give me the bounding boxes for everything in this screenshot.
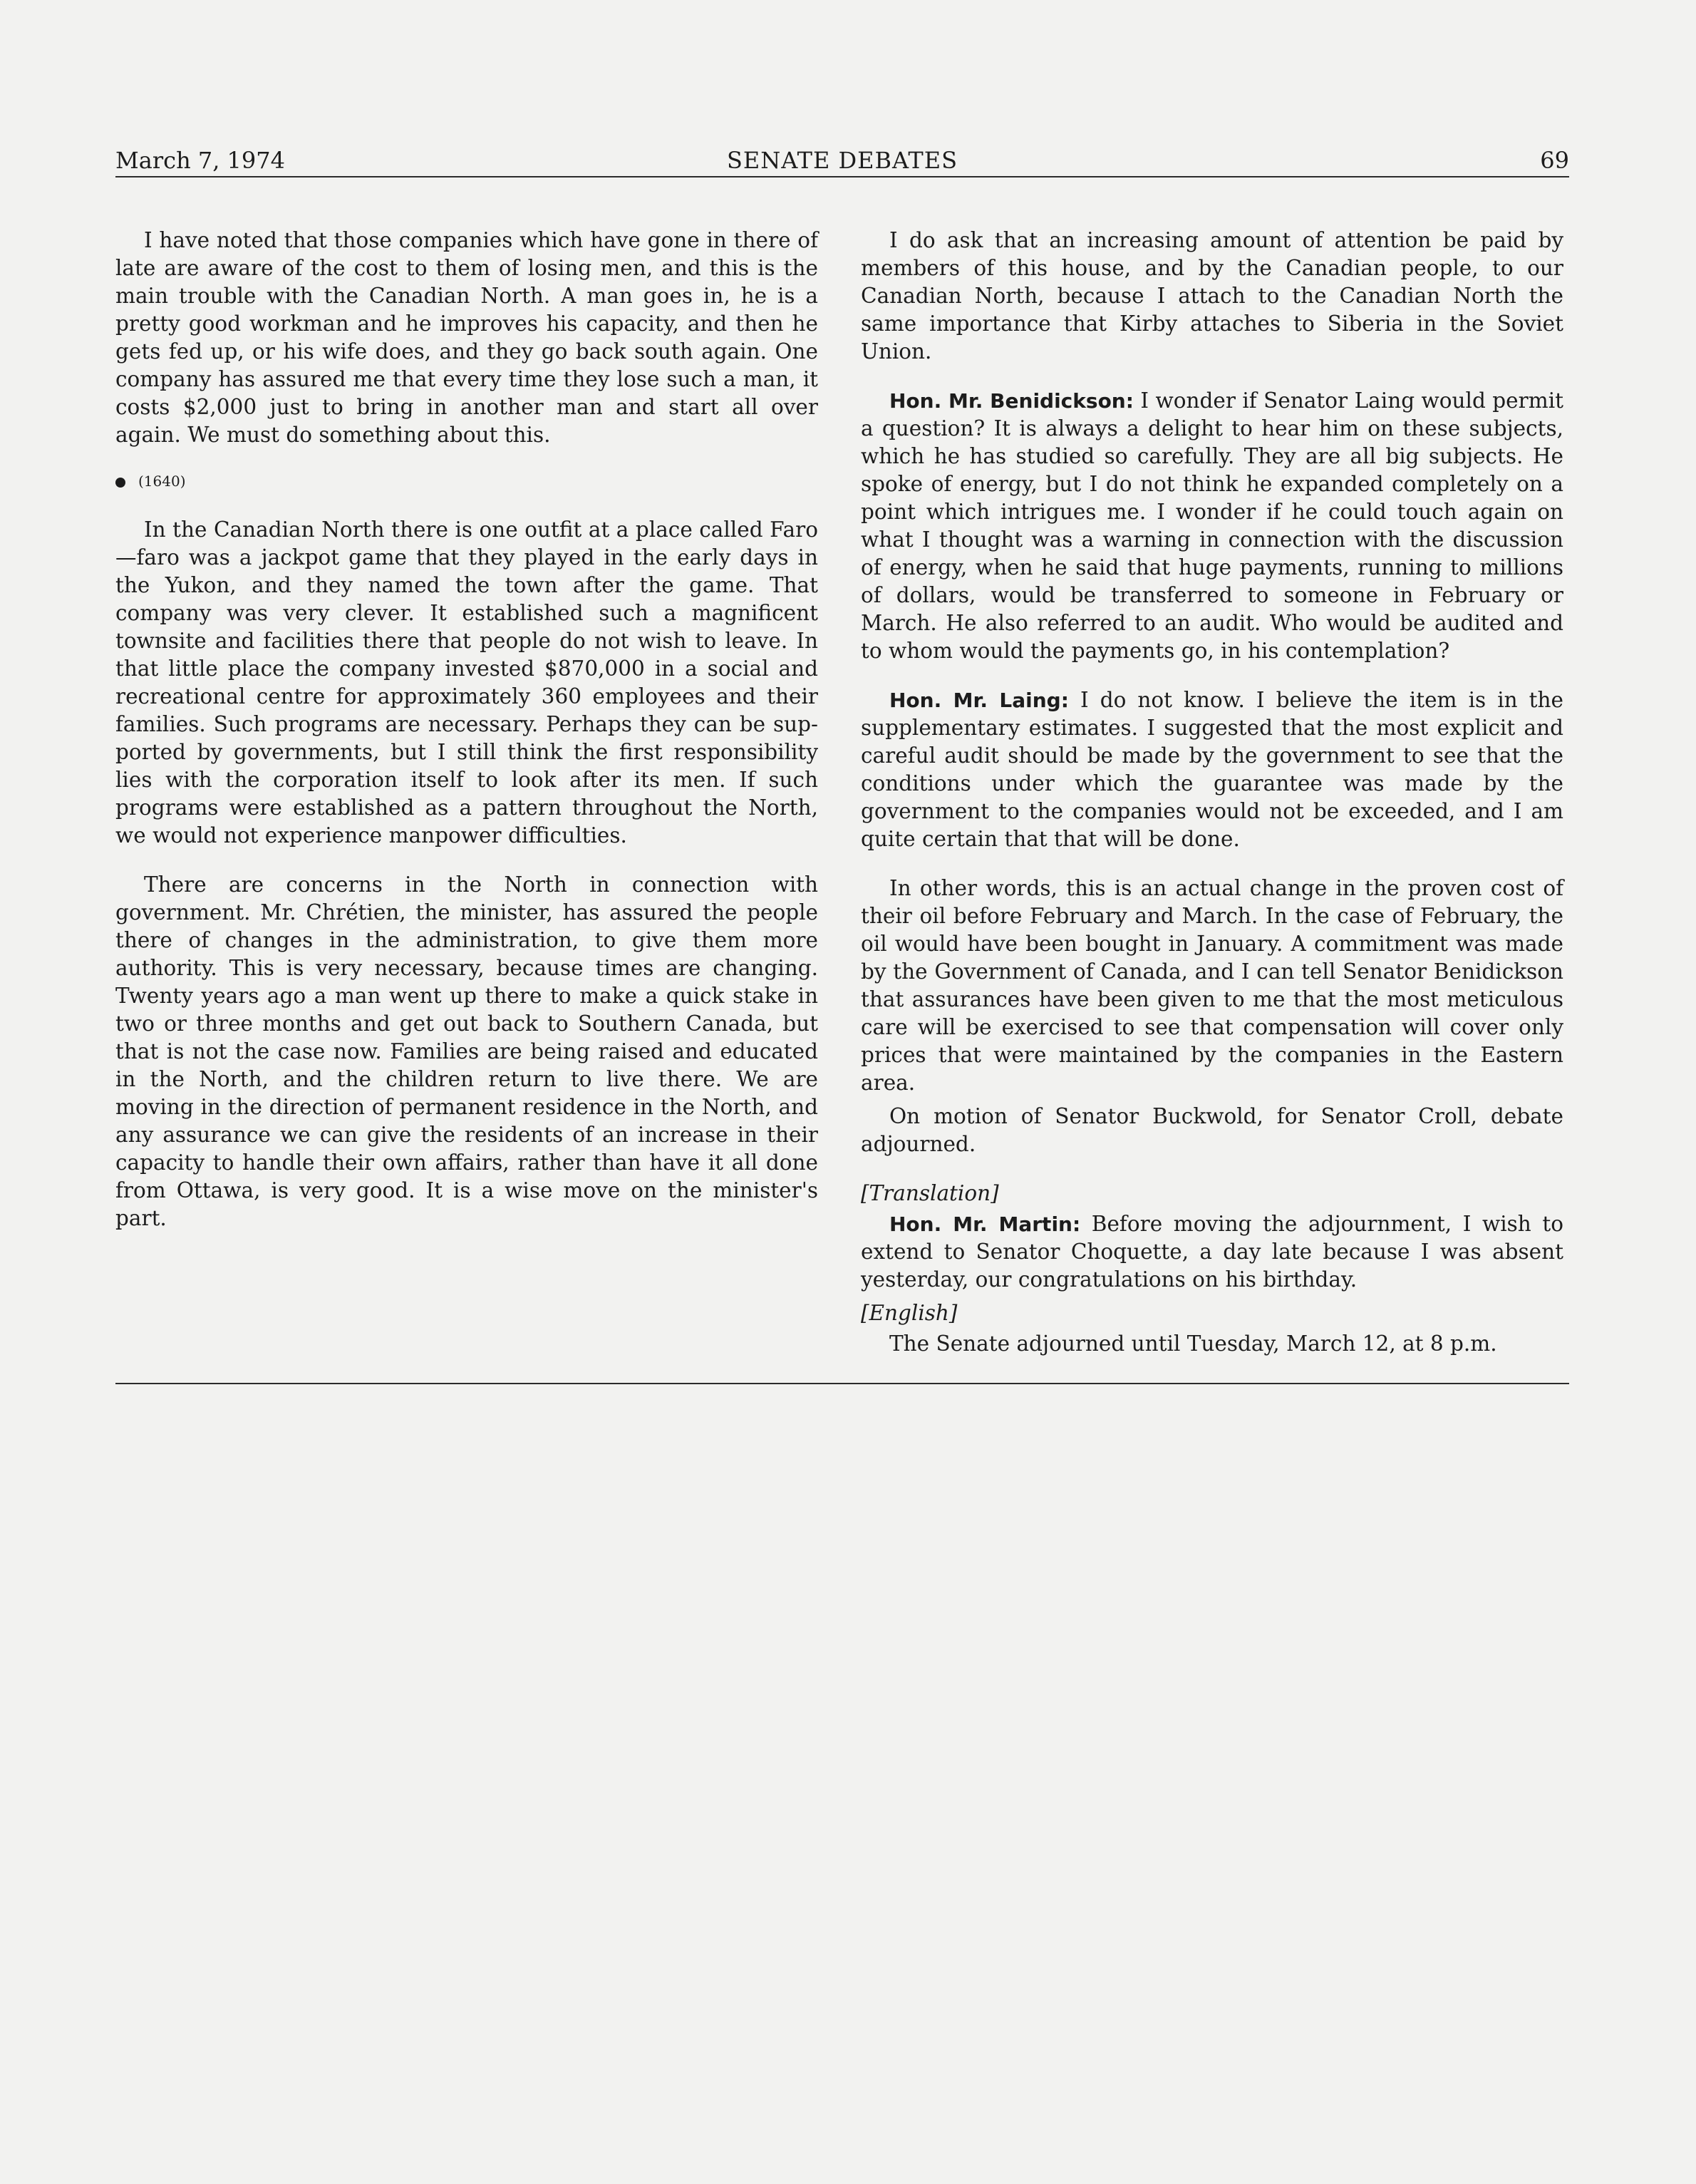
header-title: SENATE DEBATES	[726, 147, 958, 174]
speaker-name: Hon. Mr. Martin:	[889, 1212, 1081, 1236]
right-column	[861, 227, 1563, 1379]
paragraph-attention: I do ask that an increasing amount of attention be paid by members of this house, and by the Canadian people, to our Canadian North, because I attach to the Canadian North the same importance that Kirby attaches to Siberia in the Soviet Union.	[861, 228, 1563, 364]
speech-text: Before moving the adjournment, I wish to extend to Senator Choquette, a day late because I was absent yesterday, our congratulations on his birthday.	[861, 1212, 1563, 1292]
left-column	[115, 227, 818, 1254]
closing-statement: The Senate adjourned until Tuesday, March 12, at 8 p.m.	[889, 1331, 1497, 1356]
speech-text: I wonder if Senator Laing would permit a question? It is always a delight to hear him on these subjects, which he has studied so carefully. They are all big subjects. He spoke of energy, but I do not think he expanded completely on a point which intrigues me. I wonder if he could touch again on what I thought was a warning in connection with the discussion of energy, when he said that huge payments, running to millions of dollars, would be transferred to someone in February or March. He also referred to an audit. Who would be audited and to whom would the payments go, in his contemplation?	[861, 388, 1563, 663]
time-marker	[115, 470, 818, 492]
header-rule	[115, 176, 1569, 177]
english-label: [English]	[861, 1301, 958, 1325]
speech-martin	[861, 1210, 1563, 1294]
paragraph-motion: On motion of Senator Buckwold, for Senator Croll, debate adjourned.	[861, 1104, 1563, 1156]
paragraph-companies: I have noted that those companies which have gone in there of late are aware of the cost to them of losing men, and this is the main trouble with the Canadian North. A man goes in, he is a pretty good workman and he improves his capacity, and then he gets fed up, or his wife does, and they go back south again. One company has assured me that every time they lose such a man, it costs $2,000 just to bring in another man and start all over again. We must do something about this.	[115, 228, 818, 447]
paragraph-government: There are concerns in the North in connection with government. Mr. Chrétien, the minister, has assured the people there of changes in the administration, to give them more authority. This is very necessary, because times are changing. Twenty years ago a man went up there to make a quick stake in two or three months and get out back to Southern Canada, but that is not the case now. Families are being raised and educated in the North, and the children return to live there. We are moving in the direction of permanent residence in the North, and any assurance we can give the residents of an increase in their capacity to handle their own affairs, rather than have it all done from Ottawa, is very good. It is a wise move on the minister's part.	[115, 872, 818, 1230]
bullet-icon	[115, 478, 125, 488]
footer-rule	[115, 1383, 1569, 1384]
page-number: 69	[1540, 147, 1569, 174]
paragraph-other-words: In other words, this is an actual change in the proven cost of their oil before February and March. In the case of February, the oil would have been bought in January. A commitment was made by the Government of Canada, and I can tell Senator Benidickson that assurances have been given to me that the most meticulous care will be exercised to see that compensation will cover only prices that were maintained by the companies in the Eastern area.	[861, 876, 1563, 1095]
speech-laing	[861, 686, 1563, 853]
page-header	[115, 143, 1569, 178]
time-marker-label: (1640)	[138, 473, 186, 490]
translation-label: [Translation]	[861, 1181, 999, 1205]
speaker-name: Hon. Mr. Laing:	[889, 689, 1069, 712]
speech-benidickson	[861, 387, 1563, 665]
speaker-name: Hon. Mr. Benidickson:	[889, 389, 1134, 413]
paragraph-faro: In the Canadian North there is one outfit at a place called Faro—faro was a jackpot game that they played in the early days in the Yukon, and they named the town after the game. That company was very clever. It established such a magnificent townsite and facilities there that people do not wish to leave. In that little place the company invested $870,000 in a social and recreational centre for approximately 360 employees and their families. Such programs are necessary. Perhaps they can be supported by governments, but I still think the first responsibility lies with the corporation itself to look after its men. If such programs were established as a pattern throughout the North, we would not experience manpower difficulties.	[115, 517, 818, 848]
header-date: March 7, 1974	[115, 147, 285, 174]
speech-text: I do not know. I believe the item is in the supplementary estimates. I suggested that the most explicit and careful audit should be made by the government to see that the conditions under which the guarantee was made by the government to the companies would not be exceeded, and I am quite certain that that will be done.	[861, 688, 1563, 851]
